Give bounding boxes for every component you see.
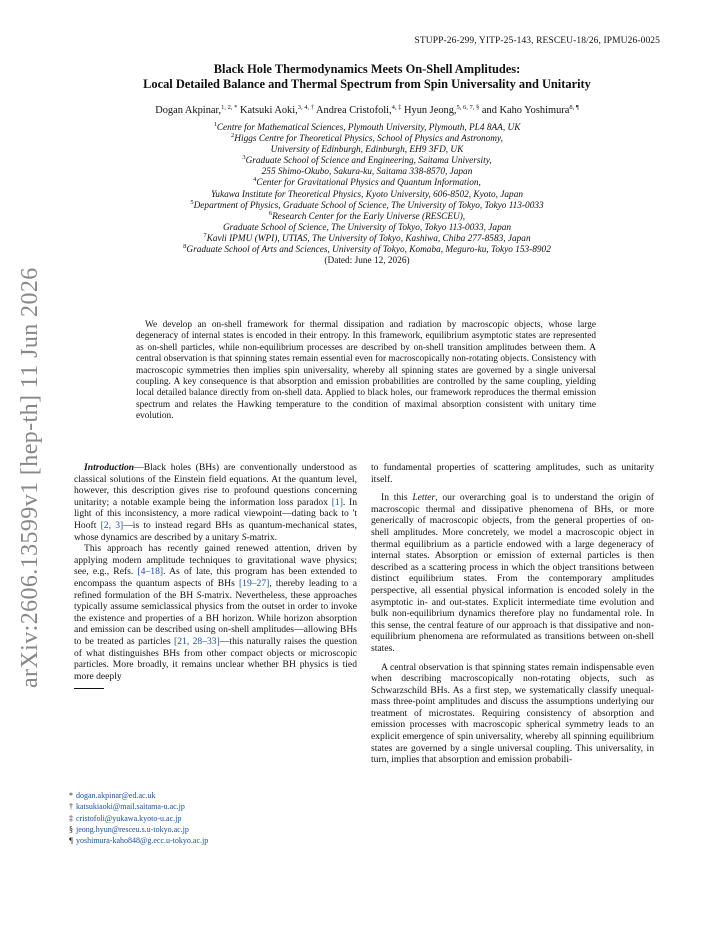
affiliation-line: 255 Shimo-Okubo, Sakura-ku, Saitama 338-8570, Japan: [261, 167, 473, 178]
affiliation-line: Graduate School of Science, The University of Tokyo, Tokyo 113-0033, Japan: [222, 222, 512, 233]
citation-link[interactable]: [4–18]: [137, 566, 164, 578]
author: and Kaho Yoshimura$^{8, \P}$: [481, 104, 579, 116]
email-link[interactable]: jeong.hyun@resceu.s.u-tokyo.ac.jp: [76, 824, 189, 834]
footnote: § jeong.hyun@resceu.s.u-tokyo.ac.jp: [69, 824, 189, 834]
affiliation-line: $^3$Graduate School of Science and Engineering, Saitama University,: [242, 154, 492, 167]
title-line-1: Black Hole Thermodynamics Meets On-Shell Amplitudes:: [213, 62, 521, 76]
citation-link[interactable]: [19–27]: [238, 577, 270, 589]
footnote: ¶ yoshimura-kaho848@g.ecc.u-tokyo.ac.jp: [69, 836, 209, 846]
title-line-2: Local Detailed Balance and Thermal Spectrum from Spin Universality and Unitarity: [143, 77, 591, 91]
email-link[interactable]: cristofoli@yukawa.kyoto-u.ac.jp: [76, 813, 182, 823]
author: Hyun Jeong,$^{5, 6, 7, \S}$: [404, 104, 480, 116]
body-paragraph: This approach has recently gained renewed attention, driven by applying modern amplitude techniques to gravitational wave physics; see, e.g., Refs. [4–18]. As of late, this program has been extended to encompass the quantum aspects of BHs [19–27], thereby leading to a refined formulation of the BH S-matrix. Nevertheless, these approaches typically assume semiclassical physics from the outset in order to invoke the existence and properties of a BH horizon. While horizon absorption and emission can be described using on-shell amplitudes—allowing BHs to be treated as particles [21, 28–33]—this naturally raises the question of what distinguishes BHs from other compact objects or microscopic particles. More broadly, it remains unclear whether BH physics is tied more deeply: [74, 543, 357, 682]
affiliation-line: $^6$Research Center for the Early Universe (RESCEU),: [268, 209, 466, 222]
affiliation-line: $^4$Center for Gravitational Physics and Quantum Information,: [253, 176, 481, 189]
author: Katsuki Aoki,$^{3, 4, \dagger}$: [240, 104, 314, 116]
body-paragraph: A central observation is that spinning states remain indispensable even when describing macroscopically non-rotating objects, such as Schwarzschild BHs. As a first step, we systematically classify unequal-mass three-point amplitudes and discuss the assumptions underlying our treatment of microstates. Requiring consistency of absorption and emission processes with macroscopic spherical symmetry leads to an explicit emergence of spin universality, whereby all spinning equilibrium states are governed by a single universal coupling. This universality, in turn, implies that absorption and emission probabili-: [371, 661, 654, 766]
right-column: [371, 462, 654, 773]
paper-title: [80, 62, 654, 92]
affiliation-line: Yukawa Institute for Theoretical Physics, Kyoto University, 606-8502, Kyoto, Japan: [210, 189, 524, 200]
preprint-numbers: STUPP-26-299, YITP-25-143, RESCEU-18/26, IPMU26-0025: [414, 36, 660, 46]
author: Andrea Cristofoli,$^{4, \ddagger}$: [316, 104, 402, 116]
affiliation-line: $^2$Higgs Centre for Theoretical Physics, School of Physics and Astronomy,: [231, 132, 503, 145]
email-link[interactable]: katsukiaoki@mail.saitama-u.ac.jp: [76, 802, 185, 812]
citation-link[interactable]: [2, 3]: [100, 519, 124, 531]
email-link[interactable]: dogan.akpinar@ed.ac.uk: [76, 791, 156, 800]
footnote-rule: [74, 688, 104, 689]
footnotes: [66, 790, 208, 846]
footnote: † katsukiaoki@mail.saitama-u.ac.jp: [69, 802, 185, 812]
email-link[interactable]: yoshimura-kaho848@g.ecc.u-tokyo.ac.jp: [76, 836, 209, 846]
affiliation-line: University of Edinburgh, Edinburgh, EH9 3FD, UK: [270, 145, 464, 156]
citation-link[interactable]: [21, 28–33]: [174, 635, 220, 647]
arxiv-sidebar-stamp: arXiv:2606.13599v1 [hep-th] 11 Jun 2026: [17, 267, 43, 688]
body-paragraph: In this Letter, our overarching goal is to understand the origin of macroscopic thermal and dissipative phenomena of BHs, or more generically of macroscopic objects, from the general properties of on-shell amplitudes. More concretely, we model a macroscopic object in thermal equilibrium as a particle endowed with a large degeneracy of internal states. Absorption or emission of external particles is then described as a scattering process in which the object transitions between distinct equilibrium states. From the contemporary amplitudes perspective, all essential physical information is encoded solely in the asymptotic in- and out-states. Explicit intermediate time evolution and bulk non-equilibrium dynamics therefore play no fundamental role. In this sense, the central feature of our approach is that dissipative and non-equilibrium phenomena are reformulated as transitions between on-shell states.: [371, 492, 654, 654]
footnote: * dogan.akpinar@ed.ac.uk: [69, 791, 156, 800]
body-paragraph: to fundamental properties of scattering amplitudes, such as unitarity itself.: [371, 462, 654, 485]
citation-link[interactable]: [1]: [331, 496, 343, 508]
left-column: [74, 462, 357, 689]
section-lead: Introduction: [84, 462, 135, 473]
affiliations: [80, 123, 654, 267]
affiliation-line: $^8$Graduate School of Arts and Sciences, University of Tokyo, Komaba, Meguro-ku, Tokyo 153-8902: [183, 243, 551, 256]
affiliation-line: $^5$Department of Physics, Graduate School of Science, The University of Tokyo, Tokyo 113-0033: [190, 198, 544, 211]
affiliation-line: $^7$Kavli IPMU (WPI), UTIAS, The University of Tokyo, Kashiwa, Chiba 277-8583, Japan: [203, 231, 531, 244]
intro-paragraph: Introduction—Black holes (BHs) are conventionally understood as classical solutions of the Einstein field equations. At the quantum level, however, this description gives rise to profound questions concerning unitarity; a notable example being the information loss paradox [1]. In light of this inconsistency, a more radical viewpoint—dating back to 't Hooft [2, 3]—is to instead regard BHs as quantum-mechanical states, whose dynamics are described by a unitary S-matrix.: [74, 462, 358, 543]
footnote: ‡ cristofoli@yukawa.kyoto-u.ac.jp: [69, 813, 182, 823]
author-list: [80, 104, 654, 117]
abstract: We develop an on-shell framework for thermal dissipation and radiation by macroscopic objects, whose large degeneracy of internal states is encoded in their entropy. In this framework, equilibrium asymptotic states are represented as on-shell particles, while non-equilibrium processes are described by on-shell transition amplitudes between them. A central observation is that spinning states remain essential even for macroscopically non-rotating objects. Consistency with macroscopic symmetries then implies spin universality, whereby all spinning states are governed by a single universal coupling. A key consequence is that absorption and emission probabilities are controlled by the same coupling, yielding local detailed balance directly from on-shell data. Applied to black holes, our framework reproduces the thermal emission spectrum and relates the Hawking temperature to the condition of maximal absorption consistent with unitary time evolution.: [136, 320, 596, 422]
dated-line: (Dated: June 12, 2026): [324, 256, 410, 267]
affiliation-line: $^1$Centre for Mathematical Sciences, Plymouth University, Plymouth, PL4 8AA, UK: [213, 121, 521, 133]
author: Dogan Akpinar,$^{1, 2, *}$: [155, 104, 238, 116]
